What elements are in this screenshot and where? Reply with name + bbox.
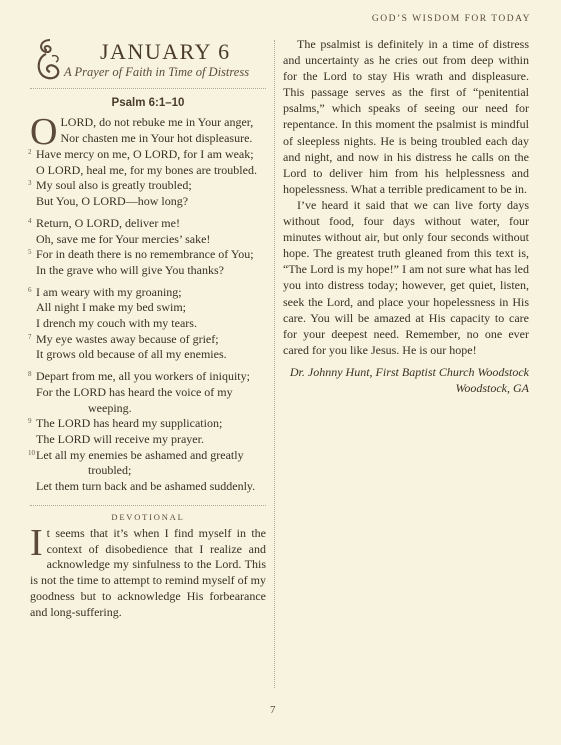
verse-line: troubled; — [88, 463, 132, 478]
scripture-reference: Psalm 6:1–10 — [111, 97, 185, 109]
verse-number: 6 — [28, 285, 32, 294]
verse-line: Have mercy on me, O LORD, for I am weak; — [36, 147, 254, 161]
page-subtitle: A Prayer of Faith in Time of Distress — [64, 65, 250, 79]
verse-7 — [30, 332, 266, 363]
verse-line: It grows old because of all my enemies. — [36, 347, 227, 362]
verse-line: I drench my couch with my tears. — [36, 316, 197, 331]
verse-line: The LORD will receive my prayer. — [36, 431, 204, 446]
devotional-body: t seems that it’s when I find myself in the context of disobedience that I realize and acknowledge my sinfulness to the Lord. This is not the time to attempt to remind myself of my goodness but to acknowledge His forbearance and long-suffering. — [30, 525, 266, 619]
page-title: JANUARY 6 — [100, 39, 231, 64]
drop-cap: O — [30, 111, 58, 153]
verse-line: I am weary with my groaning; — [36, 284, 182, 299]
devotional-text — [30, 521, 266, 621]
verse-number: 2 — [28, 148, 32, 156]
verse-9 — [30, 416, 266, 447]
author-name: Dr. Johnny Hunt, First Baptist Church Woodstock — [289, 364, 529, 379]
verse-1 — [30, 111, 266, 153]
verse-line: But You, O LORD—how long? — [36, 194, 189, 209]
verse-line: My soul also is greatly troubled; — [36, 178, 192, 193]
verse-line: Oh, save me for Your mercies’ sake! — [36, 231, 211, 246]
commentary-paragraph-2: I’ve heard it said that we can live forty days without food, four days without water, four minutes without air, but only four seconds without hope. The greatest truth gleaned from this text is, “The Lord is my hope!” I am not sure what has led you into distress today; however, get quiet, listen, seek the Lord, and place your hopelessness in His care. You will be amazed at His capacity to care for your deepest need. Remember, no one ever cared for you like Jesus. He is our hope! — [283, 197, 529, 357]
verse-number: 7 — [28, 332, 32, 341]
verse-line: LORD, do not rebuke me in Your anger, — [60, 115, 254, 129]
verse-number: 5 — [28, 248, 32, 257]
verse-line: O LORD, heal me, for my bones are troubled. — [36, 162, 257, 177]
right-column — [283, 36, 529, 396]
left-column — [30, 36, 266, 621]
author-signature — [283, 364, 529, 396]
verse-number: 10 — [28, 448, 35, 457]
verse-2 — [30, 147, 266, 178]
verse-line: Let them turn back and be ashamed suddenly. — [36, 479, 256, 494]
verse-3 — [30, 178, 266, 209]
verse-line: Depart from me, all you workers of iniquity; — [36, 369, 250, 384]
verse-line: My eye wastes away because of grief; — [36, 331, 219, 346]
divider — [30, 88, 266, 89]
verse-5 — [30, 247, 266, 278]
scripture-passage — [28, 111, 266, 495]
verse-line: In the grave who will give You thanks? — [36, 262, 224, 277]
commentary-paragraph-1: The psalmist is definitely in a time of distress and uncertainty as he cries out from deep within for the Lord to stay His wrath and displeasure. This passage serves as the first of “penitential psalms,” which speaks of seeing our need for repentance. In this moment the psalmist is mindful of sleepless nights. He is being troubled each day and night, and now in his distress he calls on the Lord to deliver him from his helplessness and hopelessness. What a terrible predicament to be in. — [283, 37, 529, 196]
author-location: Woodstock, GA — [455, 380, 529, 395]
verse-10 — [30, 448, 266, 495]
running-header: GOD’S WISDOM FOR TODAY — [371, 14, 531, 24]
verse-6 — [30, 285, 266, 332]
verse-line: For in death there is no remembrance of You; — [36, 247, 254, 262]
verse-number: 9 — [28, 417, 32, 426]
devotional-heading: DEVOTIONAL — [30, 505, 266, 522]
column-divider — [274, 40, 275, 688]
verse-number: 3 — [28, 179, 32, 188]
verse-line: Nor chasten me in Your hot displeasure. — [60, 130, 253, 145]
verse-line: For the LORD has heard the voice of my — [36, 384, 233, 399]
page-number: 7 — [270, 704, 276, 716]
verse-line: Let all my enemies be ashamed and greatly — [36, 447, 244, 462]
verse-number: 8 — [28, 370, 32, 379]
verse-line: All night I make my bed swim; — [36, 300, 186, 315]
flourish-ornament-icon — [32, 36, 64, 82]
verse-8 — [30, 369, 266, 416]
verse-line: The LORD has heard my supplication; — [36, 416, 223, 431]
verse-number: 4 — [28, 216, 32, 225]
drop-cap: I — [30, 521, 43, 564]
verse-line: weeping. — [88, 400, 132, 415]
verse-line: Return, O LORD, deliver me! — [36, 215, 180, 230]
verse-4 — [30, 216, 266, 247]
